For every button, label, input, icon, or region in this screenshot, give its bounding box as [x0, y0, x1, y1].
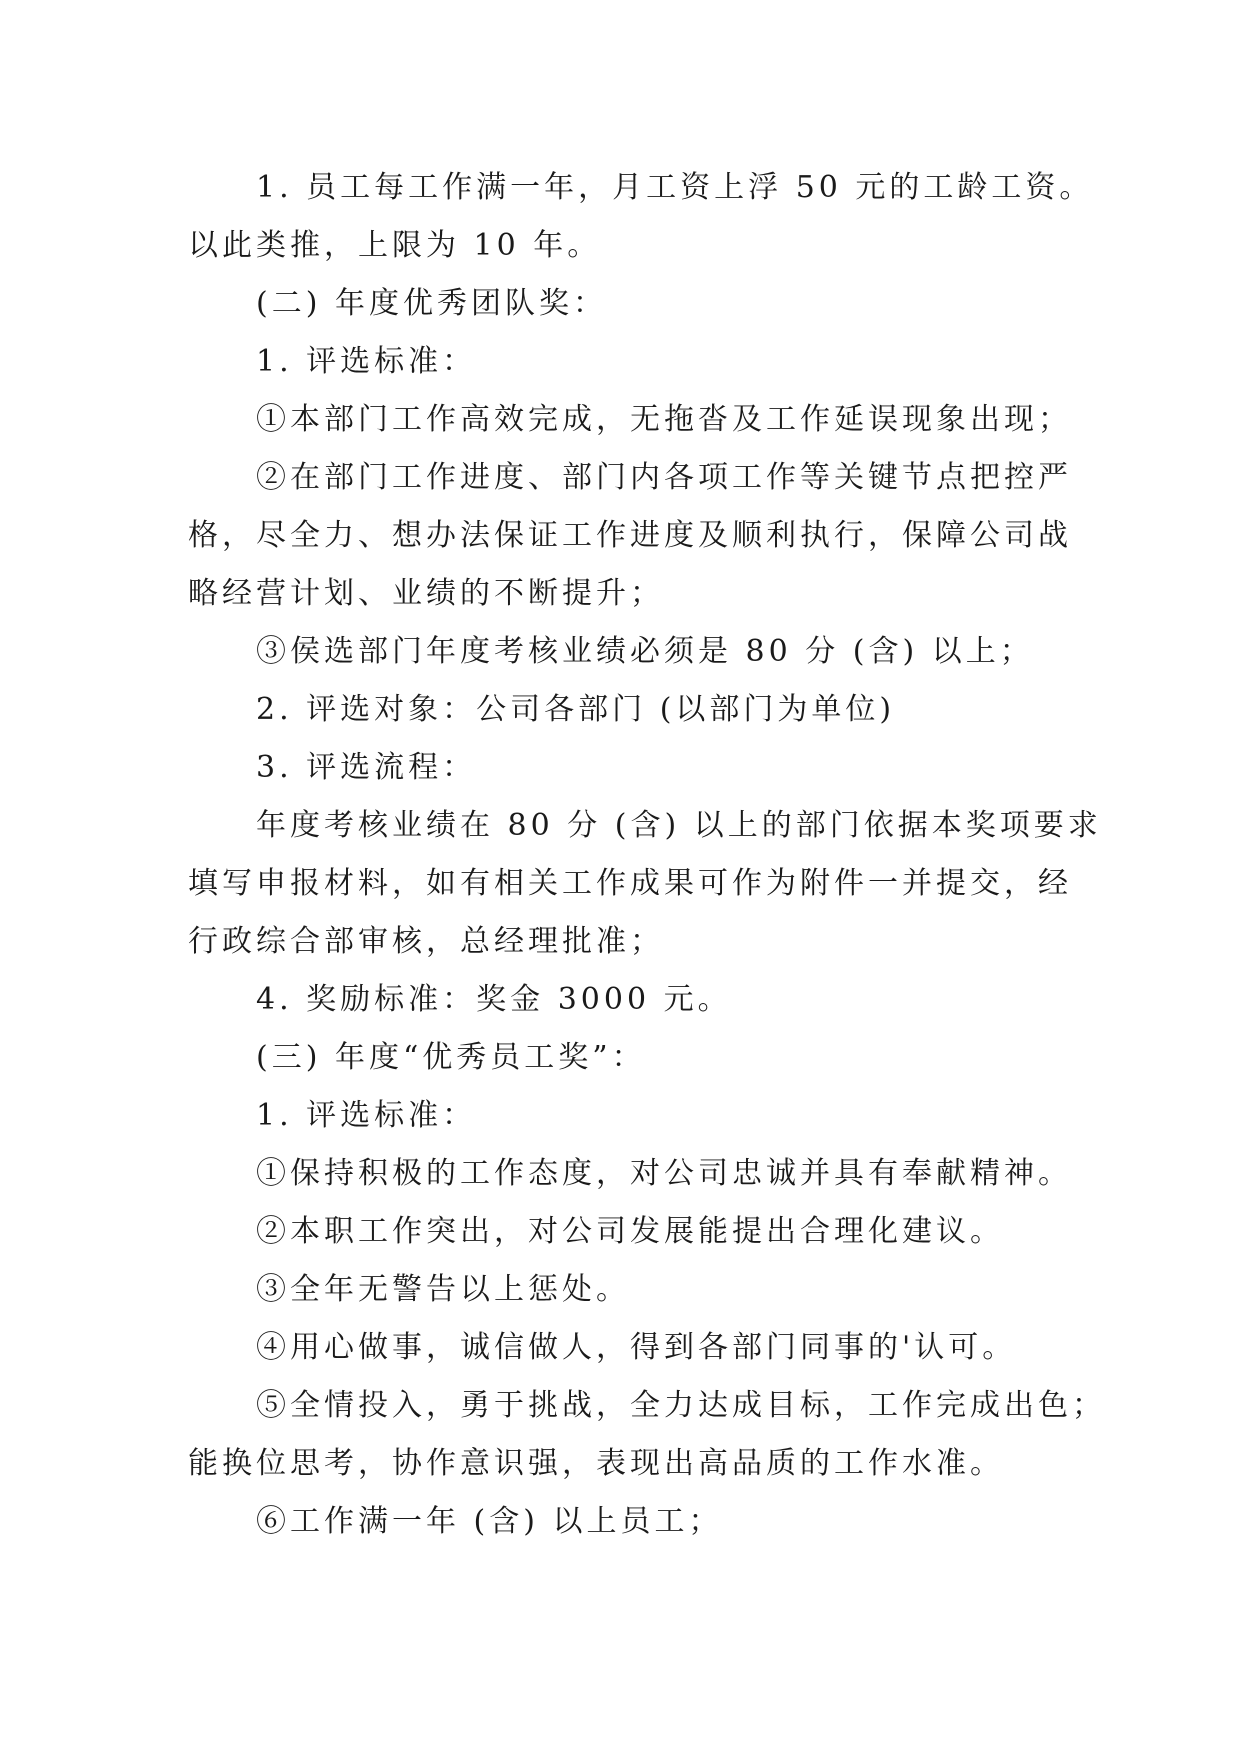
text-line: ④用心做事，诚信做人，得到各部门同事的'认可。: [256, 1330, 1017, 1365]
subheading: 3. 评选流程：: [256, 750, 477, 785]
text-line: ⑥工作满一年 (含) 以上员工；: [256, 1504, 723, 1539]
text-line: 以此类推，上限为 10 年。: [188, 228, 602, 263]
section-heading: (三) 年度“优秀员工奖”：: [256, 1040, 646, 1075]
text-line: ③侯选部门年度考核业绩必须是 80 分 (含) 以上；: [256, 634, 1034, 669]
text-line: 格，尽全力、想办法保证工作进度及顺利执行，保障公司战: [188, 518, 1072, 553]
subheading: 1. 评选标准：: [256, 344, 477, 379]
subheading: 2. 评选对象：公司各部门 (以部门为单位): [256, 692, 896, 727]
text-line: ①本部门工作高效完成，无拖沓及工作延误现象出现；: [256, 402, 1072, 437]
section-heading: (二) 年度优秀团队奖：: [256, 286, 607, 321]
text-line: ②本职工作突出，对公司发展能提出合理化建议。: [256, 1214, 1004, 1249]
subheading: 4. 奖励标准：奖金 3000 元。: [256, 982, 732, 1017]
text-line: 略经营计划、业绩的不断提升；: [188, 576, 664, 611]
text-line: 1. 员工每工作满一年，月工资上浮 50 元的工龄工资。: [256, 170, 1094, 205]
text-line: ⑤全情投入，勇于挑战，全力达成目标，工作完成出色；: [256, 1388, 1106, 1423]
text-line: ③全年无警告以上惩处。: [256, 1272, 630, 1307]
text-line: 填写申报材料，如有相关工作成果可作为附件一并提交，经: [188, 866, 1072, 901]
subheading: 1. 评选标准：: [256, 1098, 477, 1133]
text-line: ②在部门工作进度、部门内各项工作等关键节点把控严: [256, 460, 1072, 495]
text-line: 年度考核业绩在 80 分 (含) 以上的部门依据本奖项要求: [256, 808, 1102, 843]
text-line: ①保持积极的工作态度，对公司忠诚并具有奉献精神。: [256, 1156, 1072, 1191]
text-line: 行政综合部审核，总经理批准；: [188, 924, 664, 959]
text-line: 能换位思考，协作意识强，表现出高品质的工作水准。: [188, 1446, 1004, 1481]
